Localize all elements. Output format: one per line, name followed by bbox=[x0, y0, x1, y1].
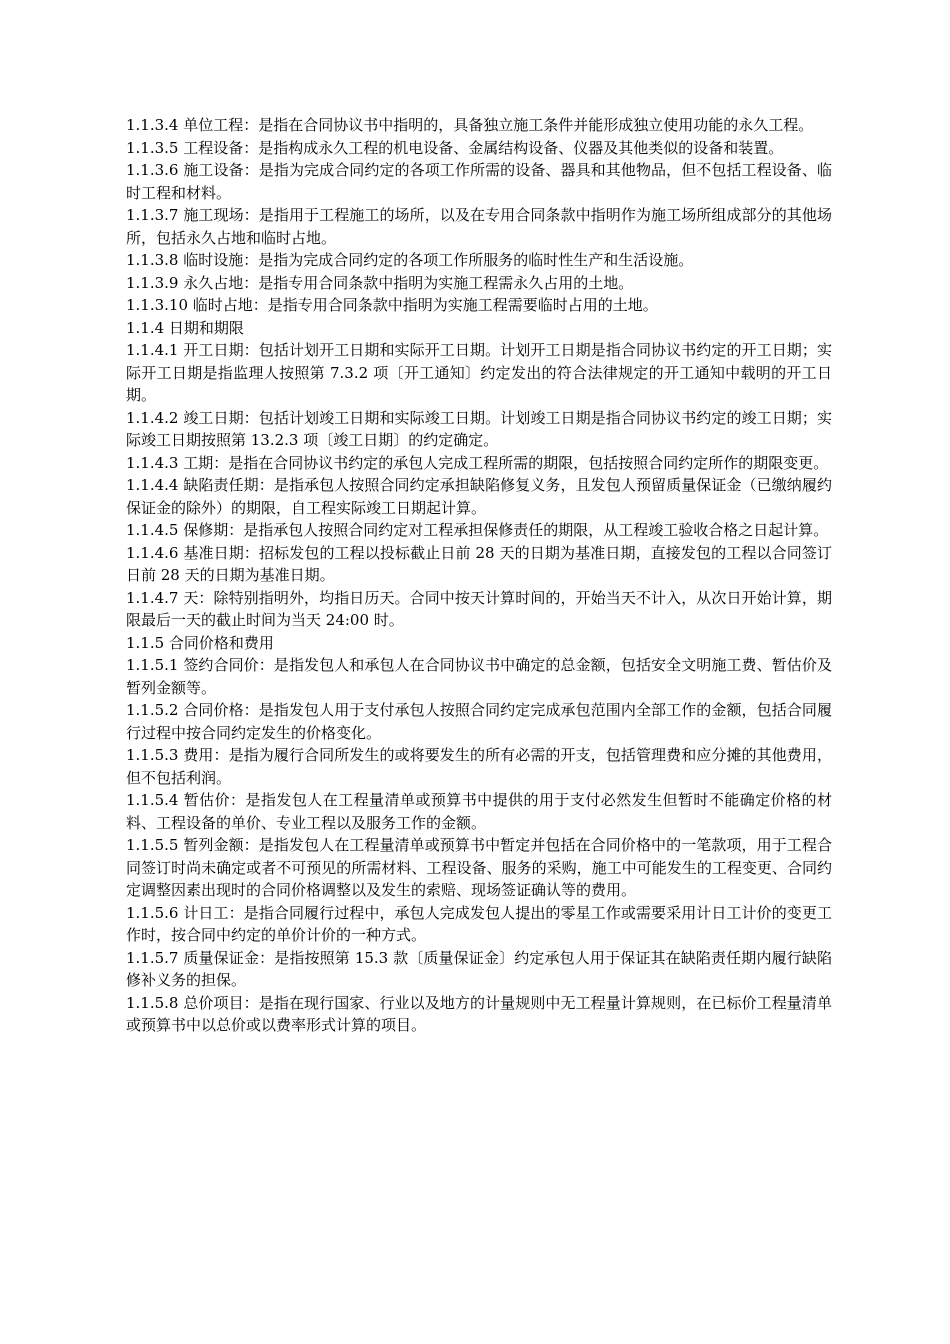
clause-1-1-4-5: 1.1.4.5 保修期：是指承包人按照合同约定对工程承担保修责任的期限，从工程竣工验收合格之日起计算。 bbox=[126, 521, 829, 539]
document-body bbox=[126, 114, 832, 1037]
clause-1-1-4-2: 1.1.4.2 竣工日期：包括计划竣工日期和实际竣工日期。计划竣工日期是指合同协议书约定的竣工日期；实际竣工日期按照第 13.2.3 项〔竣工日期〕的约定确定。 bbox=[126, 408, 832, 449]
clause-1-1-3-5: 1.1.3.5 工程设备：是指构成永久工程的机电设备、金属结构设备、仪器及其他类似的设备和装置。 bbox=[126, 138, 784, 157]
clause-1-1-5-5: 1.1.5.5 暂列金额：是指发包人在工程量清单或预算书中暂定并包括在合同价格中的一笔款项，用于工程合同签订时尚未确定或者不可预见的所需材料、工程设备、服务的采购，施工中可能发生的工程变更、合同约定调整因素出现时的合同价格调整以及发生的索赔、现场签证确认等的费用。 bbox=[126, 836, 832, 899]
clause-1-1-5-8: 1.1.5.8 总价项目：是指在现行国家、行业以及地方的计量规则中无工程量计算规则，在已标价工程量清单或预算书中以总价或以费率形式计算的项目。 bbox=[126, 993, 832, 1034]
clause-1-1-5-1: 1.1.5.1 签约合同价：是指发包人和承包人在合同协议书中确定的总金额，包括安全文明施工费、暂估价及暂列金额等。 bbox=[126, 656, 832, 697]
clause-1-1-5-6: 1.1.5.6 计日工：是指合同履行过程中，承包人完成发包人提出的零星工作或需要采用计日工计价的变更工作时，按合同中约定的单价计价的一种方式。 bbox=[126, 903, 832, 944]
clause-1-1-3-6: 1.1.3.6 施工设备：是指为完成合同约定的各项工作所需的设备、器具和其他物品，但不包括工程设备、临时工程和材料。 bbox=[126, 161, 832, 202]
clause-1-1-4-7: 1.1.4.7 天：除特别指明外，均指日历天。合同中按天计算时间的，开始当天不计入，从次日开始计算，期限最后一天的截止时间为当天 24:00 时。 bbox=[126, 588, 832, 629]
clause-1-1-3-10: 1.1.3.10 临时占地：是指专用合同条款中指明为实施工程需要临时占用的土地。 bbox=[126, 296, 658, 314]
clause-1-1-5-4: 1.1.5.4 暂估价：是指发包人在工程量清单或预算书中提供的用于支付必然发生但暂时不能确定价格的材料、工程设备的单价、专业工程以及服务工作的金额。 bbox=[126, 791, 832, 832]
clause-1-1-4-3: 1.1.4.3 工期：是指在合同协议书约定的承包人完成工程所需的期限，包括按照合同约定所作的期限变更。 bbox=[126, 453, 829, 472]
clause-1-1-4-4: 1.1.4.4 缺陷责任期：是指承包人按照合同约定承担缺陷修复义务，且发包人预留质量保证金（已缴纳履约保证金的除外）的期限，自工程实际竣工日期起计算。 bbox=[126, 476, 832, 517]
clause-1-1-5-3: 1.1.5.3 费用：是指为履行合同所发生的或将要发生的所有必需的开支，包括管理费和应分摊的其他费用，但不包括利润。 bbox=[126, 746, 832, 787]
clause-1-1-5-2: 1.1.5.2 合同价格：是指发包人用于支付承包人按照合同约定完成承包范围内全部工作的金额，包括合同履行过程中按合同约定发生的价格变化。 bbox=[126, 701, 832, 742]
section-heading-1-1-5: 1.1.5 合同价格和费用 bbox=[126, 633, 274, 652]
clause-1-1-4-6: 1.1.4.6 基准日期：招标发包的工程以投标截止日前 28 天的日期为基准日期，直接发包的工程以合同签订日前 28 天的日期为基准日期。 bbox=[126, 543, 832, 584]
clause-1-1-3-9: 1.1.3.9 永久占地：是指专用合同条款中指明为实施工程需永久占用的土地。 bbox=[126, 273, 634, 292]
clause-1-1-3-8: 1.1.3.8 临时设施：是指为完成合同约定的各项工作所服务的临时性生产和生活设施。 bbox=[126, 251, 694, 269]
clause-1-1-3-7: 1.1.3.7 施工现场：是指用于工程施工的场所，以及在专用合同条款中指明作为施工场所组成部分的其他场所，包括永久占地和临时占地。 bbox=[126, 206, 832, 247]
clause-1-1-5-7: 1.1.5.7 质量保证金：是指按照第 15.3 款〔质量保证金〕约定承包人用于保证其在缺陷责任期内履行缺陷修补义务的担保。 bbox=[126, 948, 832, 989]
section-heading-1-1-4: 1.1.4 日期和期限 bbox=[126, 318, 244, 337]
clause-1-1-4-1: 1.1.4.1 开工日期：包括计划开工日期和实际开工日期。计划开工日期是指合同协议书约定的开工日期；实际开工日期是指监理人按照第 7.3.2 项〔开工通知〕约定发出的符合法律规定的开工通知中载明的开工日期。 bbox=[126, 341, 832, 404]
clause-1-1-3-4: 1.1.3.4 单位工程：是指在合同协议书中指明的，具备独立施工条件并能形成独立使用功能的永久工程。 bbox=[126, 116, 814, 134]
